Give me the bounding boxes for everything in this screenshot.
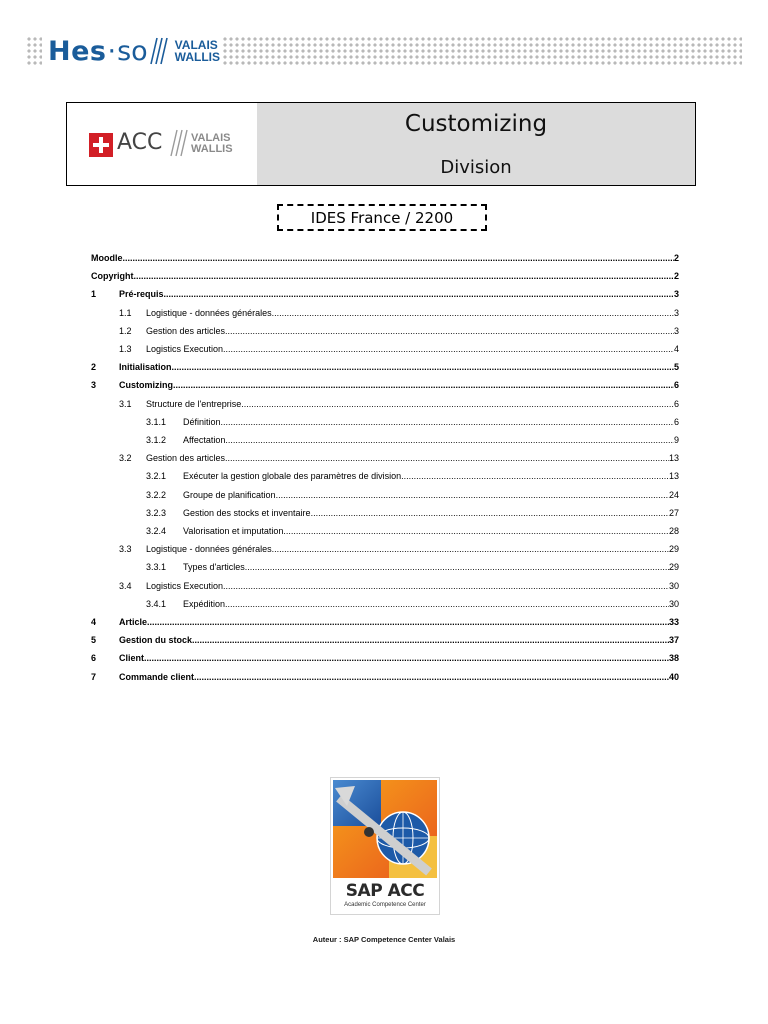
top-banner [0, 28, 768, 74]
toc-leader-dots [172, 360, 674, 374]
toc-entry-number: 1 [91, 289, 97, 300]
toc-entry-page: 6 [673, 416, 679, 427]
slashes-icon [169, 129, 191, 157]
toc-leader-dots [173, 378, 674, 392]
hes-logo-line2: WALLIS [174, 50, 220, 64]
toc-entry-number: 3.4 [119, 580, 132, 591]
toc-entry-page: 40 [668, 671, 679, 682]
toc-entry-number: 3.3 [119, 544, 132, 555]
acc-logo [67, 103, 257, 185]
toc-entry-number: 3.2.2 [146, 489, 167, 500]
toc-entry-title: Logistique - données générales [146, 307, 272, 318]
toc-entry[interactable] [91, 451, 679, 465]
toc-entry[interactable] [91, 651, 679, 665]
toc-leader-dots [225, 324, 674, 338]
toc-entry-number: 3.1.2 [146, 435, 167, 445]
toc-entry-title: Gestion du stock [119, 635, 193, 646]
toc-entry-page: 13 [668, 453, 679, 464]
toc-entry[interactable] [91, 560, 679, 574]
toc-leader-dots [225, 597, 669, 611]
toc-entry[interactable] [91, 615, 679, 629]
toc-entry-title: Moodle [91, 253, 123, 263]
toc-entry-number: 3.1 [119, 398, 132, 409]
toc-entry[interactable] [91, 579, 679, 593]
toc-entry[interactable] [91, 488, 679, 502]
toc-entry-title: Gestion des articles [146, 325, 226, 336]
toc-entry-page: 3 [673, 325, 679, 336]
toc-leader-dots [192, 633, 669, 647]
hes-logo-main: Hes [48, 35, 107, 67]
toc-entry-page: 33 [668, 617, 679, 627]
toc-leader-dots [245, 560, 669, 574]
toc-entry-page: 37 [668, 635, 679, 646]
toc-entry-title: Commande client [119, 671, 195, 682]
toc-entry[interactable] [91, 342, 679, 356]
title-header [66, 102, 696, 186]
toc-entry-page: 5 [673, 362, 679, 373]
toc-entry-page: 2 [673, 271, 679, 282]
acc-logo-line2: WALLIS [191, 143, 233, 155]
toc-entry-page: 2 [673, 253, 679, 263]
sap-acc-emblem-icon [333, 780, 437, 878]
toc-entry-title: Initialisation [119, 362, 172, 373]
toc-leader-dots [276, 488, 669, 502]
toc-leader-dots [144, 651, 669, 665]
toc-entry-title: Expédition [183, 598, 226, 609]
toc-entry-number: 7 [91, 671, 97, 682]
page-subtitle: Division [440, 157, 512, 178]
toc-leader-dots [225, 433, 674, 447]
toc-entry-page: 29 [668, 544, 679, 555]
toc-entry-number: 1.3 [119, 344, 132, 354]
slashes-icon [150, 36, 172, 66]
toc-entry-number: 3.3.1 [146, 562, 167, 573]
toc-entry-number: 1.1 [119, 307, 132, 318]
toc-entry-number: 3.2.4 [146, 526, 167, 536]
toc-entry-number: 5 [91, 635, 97, 646]
page-title: Customizing [404, 111, 548, 137]
toc-entry-title: Logistics Execution [146, 580, 224, 591]
header-title-panel [257, 103, 695, 185]
toc-entry-page: 27 [668, 507, 679, 518]
toc-entry[interactable] [91, 633, 679, 647]
toc-entry-title: Structure de l'entreprise [146, 398, 242, 409]
toc-entry-number: 1.2 [119, 325, 132, 336]
hes-logo-dot: · [107, 35, 117, 67]
toc-entry-page: 3 [673, 289, 679, 300]
toc-entry-page: 30 [668, 598, 679, 609]
toc-entry-title: Gestion des stocks et inventaire [183, 507, 311, 518]
hes-logo-region [175, 39, 220, 63]
toc-entry[interactable] [91, 360, 679, 374]
toc-entry-number: 3.4.1 [146, 598, 167, 609]
toc-entry[interactable] [91, 269, 679, 283]
toc-entry-title: Client [119, 653, 145, 664]
toc-entry-title: Gestion des articles [146, 453, 226, 464]
toc-entry-page: 3 [673, 307, 679, 318]
toc-leader-dots [123, 251, 674, 265]
toc-entry-number: 4 [91, 617, 97, 627]
toc-leader-dots [241, 397, 674, 411]
toc-entry-number: 3.2.3 [146, 507, 167, 518]
toc-leader-dots [311, 506, 669, 520]
sap-acc-label: SAP ACC [345, 881, 425, 901]
toc-entry-title: Types d'articles [183, 562, 245, 573]
toc-leader-dots [225, 451, 669, 465]
toc-leader-dots [221, 415, 674, 429]
toc-leader-dots [147, 615, 669, 629]
toc-entry[interactable] [91, 469, 679, 483]
acc-logo-text: ACC [117, 130, 163, 155]
toc-leader-dots [283, 524, 669, 538]
acc-logo-line1: VALAIS [191, 132, 231, 144]
toc-entry[interactable] [91, 542, 679, 556]
toc-entry[interactable] [91, 597, 679, 611]
swiss-flag-icon [89, 133, 113, 157]
toc-entry-number: 3.2.1 [146, 471, 167, 482]
toc-entry-title: Copyright [91, 271, 134, 282]
acc-logo-region [191, 133, 233, 155]
toc-entry-title: Groupe de planification [183, 489, 276, 500]
toc-entry-title: Logistique - données générales [146, 544, 272, 555]
toc-entry-page: 9 [673, 435, 679, 445]
toc-entry-title: Pré-requis [119, 289, 164, 300]
toc-entry[interactable] [91, 324, 679, 338]
hes-so-logo [48, 34, 220, 68]
toc-entry[interactable] [91, 433, 679, 447]
toc-leader-dots [223, 579, 669, 593]
toc-entry-page: 6 [673, 380, 679, 391]
toc-entry-page: 28 [668, 526, 679, 536]
toc-entry-title: Valorisation et imputation [183, 526, 284, 536]
toc-entry-page: 24 [668, 489, 679, 500]
toc-entry-page: 6 [673, 398, 679, 409]
toc-entry[interactable] [91, 506, 679, 520]
toc-entry-number: 3.2 [119, 453, 132, 464]
toc-leader-dots [223, 342, 674, 356]
toc-leader-dots [272, 306, 674, 320]
banner-dots-left [26, 36, 42, 66]
toc-entry-title: Customizing [119, 380, 173, 391]
author-line: Auteur : SAP Competence Center Valais [312, 935, 456, 944]
toc-entry-number: 3 [91, 380, 97, 391]
toc-entry[interactable] [91, 287, 679, 301]
toc-leader-dots [194, 670, 669, 684]
toc-leader-dots [272, 542, 669, 556]
toc-entry[interactable] [91, 378, 679, 392]
hes-logo-line1: VALAIS [174, 38, 218, 52]
toc-entry-number: 6 [91, 653, 97, 664]
toc-entry[interactable] [91, 251, 679, 265]
toc-entry[interactable] [91, 524, 679, 538]
toc-entry-page: 13 [668, 471, 679, 482]
document-label: IDES France / 2200 [277, 204, 487, 231]
toc-entry-title: Article [119, 617, 148, 627]
toc-entry-title: Logistics Execution [146, 344, 224, 354]
toc-entry-page: 29 [668, 562, 679, 573]
toc-entry[interactable] [91, 670, 679, 684]
toc-entry[interactable] [91, 397, 679, 411]
sap-acc-sublabel: Academic Competence Center [344, 902, 426, 908]
toc-entry-title: Affectation [183, 435, 226, 445]
sap-acc-logo [330, 777, 440, 915]
toc-entry[interactable] [91, 306, 679, 320]
toc-entry-title: Définition [183, 416, 221, 427]
toc-leader-dots [401, 469, 669, 483]
toc-entry-page: 4 [673, 344, 679, 354]
toc-entry-title: Exécuter la gestion globale des paramètres de division [183, 471, 402, 482]
toc-leader-dots [164, 287, 674, 301]
toc-entry[interactable] [91, 415, 679, 429]
banner-dots-right [222, 36, 742, 66]
toc-entry-page: 30 [668, 580, 679, 591]
toc-leader-dots [134, 269, 674, 283]
toc-entry-number: 3.1.1 [146, 416, 167, 427]
hes-logo-suffix: so [117, 35, 148, 67]
toc-entry-number: 2 [91, 362, 97, 373]
toc-entry-page: 38 [668, 653, 679, 664]
